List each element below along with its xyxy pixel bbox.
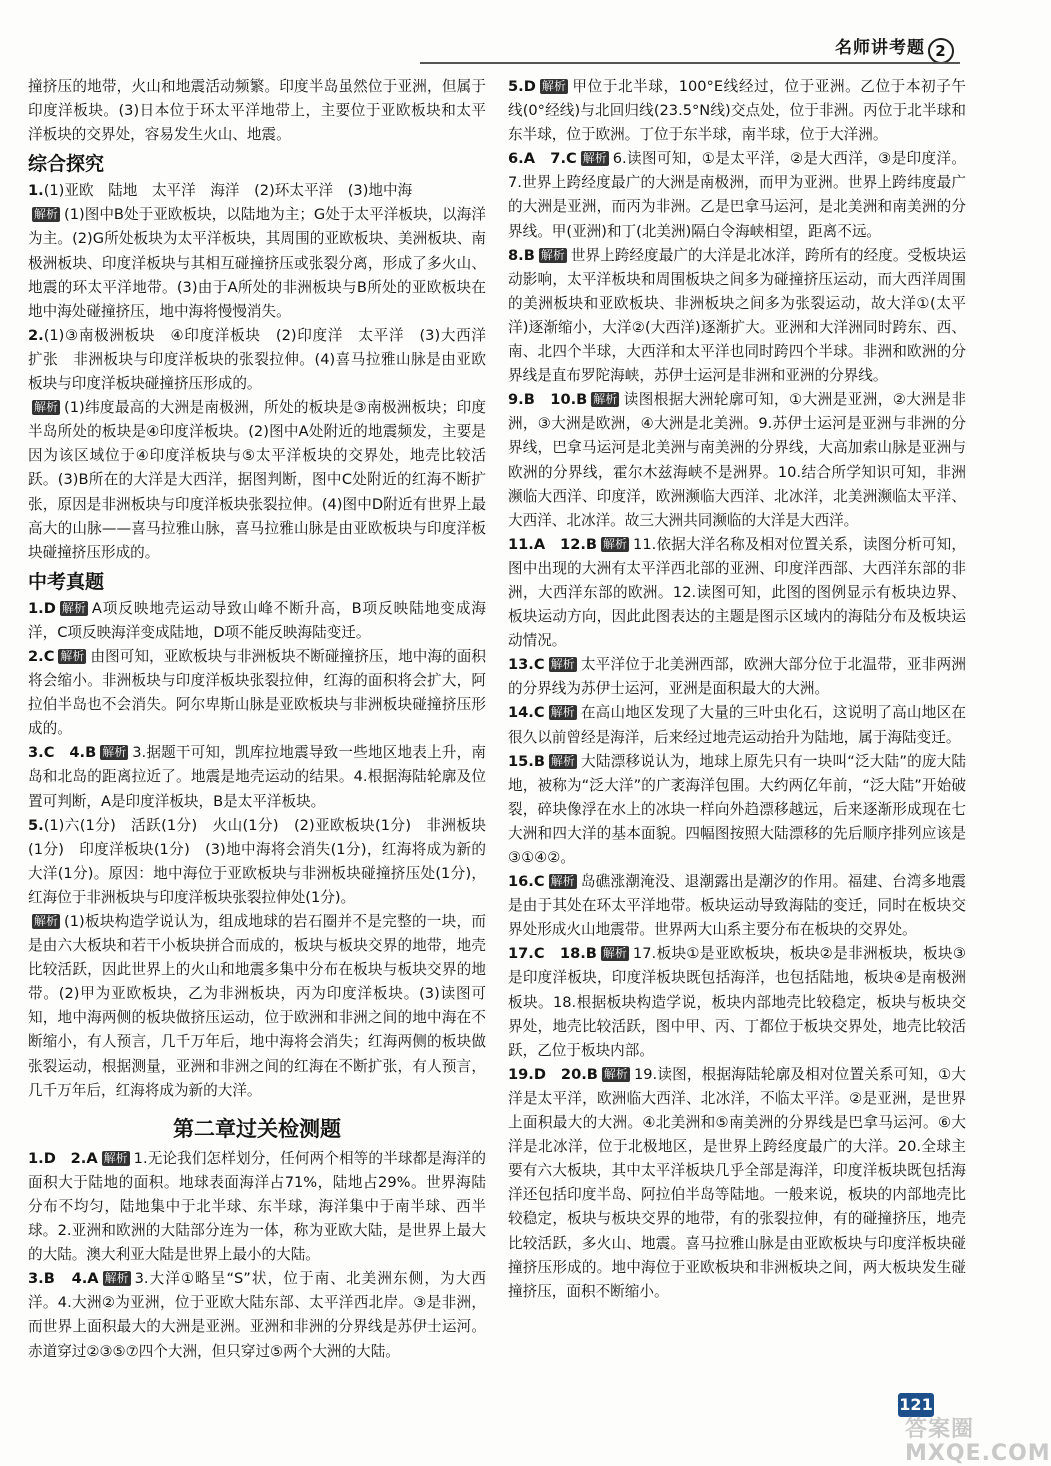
analysis-tag: 解析 xyxy=(34,207,59,222)
item-number: 8.B xyxy=(508,246,535,264)
item-number: 11.A 12.B xyxy=(508,535,598,553)
carryover-paragraph: 撞挤压的地带，火山和地震活动频繁。印度半岛虽然位于亚洲，但属于印度洋板块。(3)日本位于环太平洋地带上，主要位于亚欧板块和太平洋板块的交界处，容易发生火山、地震。 xyxy=(28,78,486,144)
explanation-text: 由图可知，亚欧板块与非洲板块不断碰撞挤压，地中海的面积将会缩小。非洲板块与印度洋板块张裂拉伸，红海的面积将会扩大，阿拉伯半岛也不会消失。阿尔卑斯山脉是亚欧板块与非洲板块碰撞挤压形成的。 xyxy=(28,647,486,738)
analysis-tag: 解析 xyxy=(541,79,566,93)
explanation-text: 3.据题干可知，凯库拉地震导致一些地区地表上升，南岛和北岛的距离拉近了。地震是地壳运动的结果。4.根据海陆轮廓及位置可判断，A是印度洋板块，B是太平洋板块。 xyxy=(28,744,486,810)
answer-item xyxy=(28,1267,486,1363)
item-number: 1. xyxy=(28,182,44,200)
item-number: 1.D xyxy=(28,599,56,617)
item-number: 13.C xyxy=(508,656,545,674)
analysis-tag: 解析 xyxy=(603,536,628,551)
page-number: 121 xyxy=(898,1393,934,1417)
answer-item xyxy=(28,324,501,396)
analysis-tag: 解析 xyxy=(61,600,86,615)
explanation-text: (1)图中B处于亚欧板块，以陆地为主；G处于太平洋板块，以海洋为主。(2)G所处板块为太平洋板块，其周围的亚欧板块、美洲板块、南极洲板块、印度洋板块与其相互碰撞挤压或张裂分离，形成了多火山、地震的环太平洋地带。(3)由于A所处的非洲板块与B所处的亚欧板块在地中海处碰撞挤压，地中海将慢慢消失。 xyxy=(28,206,486,320)
analysis-tag: 解析 xyxy=(593,392,618,407)
explanation-text: (1)板块构造学说认为，组成地球的岩石圈并不是完整的一块，而是由六大板块和若干小板块拼合而成的，板块与板块交界的地带，地壳比较活跃，因此世界上的火山和地震多集中分布在板块与板块交界的地带。(2)甲为亚欧板块，乙为非洲板块，丙为印度洋板块。(3)读图可知，地中海两侧的板块做挤压运动，位于欧洲和非洲之间的地中海在不断缩小，有人预言，几千万年后，地中海将会消失；红海两侧的板块做张裂运动，根据测量，亚洲和非洲之间的红海在不断扩张，有人预言，几千万年后，红海将成为新的大洋。 xyxy=(28,913,486,1099)
analysis-tag: 解析 xyxy=(60,648,85,663)
item-number: 2. xyxy=(28,326,44,344)
explanation-text: 太平洋位于北美洲西部，欧洲大部分位于北温带，亚非两洲的分界线为苏伊士运河，亚洲是面积最大的大洲。 xyxy=(508,656,966,698)
item-number: 1.D 2.A xyxy=(28,1149,98,1167)
answer-item xyxy=(508,701,966,749)
answer-item xyxy=(508,75,966,147)
answer-text: (1)③南极洲板块 ④印度洋板块 (2)印度洋 太平洋 (3)大西洋 扩张 非洲板块与印度洋板块的张裂拉伸。(4)喜马拉雅山脉是由亚欧板块与印度洋板块碰撞挤压形成的。 xyxy=(28,326,501,393)
item-number: 3.C 4.B xyxy=(28,744,97,762)
answer-item xyxy=(28,1147,486,1267)
section-title-comprehensive: 综合探究 xyxy=(28,153,105,176)
analysis-tag: 解析 xyxy=(104,1271,129,1286)
answer-text: (1)六(1分) 活跃(1分) 火山(1分) (2)亚欧板块(1分) 非洲板块(1分) 印度洋板块(1分) (3)地中海将会消失(1分)，红海将成为新的大洋(1分)。原因：地中海位于亚欧板块与非洲板块碰撞挤压处(1分)，红海位于非洲板块与印度洋板块张裂拉伸处(1分)。 xyxy=(28,816,486,906)
analysis-tag: 解析 xyxy=(540,247,565,262)
item-number: 16.C xyxy=(508,873,545,891)
explanation-text: 6.读图可知，①是太平洋，②是大西洋，③是印度洋。7.世界上跨经度最广的大洲是南极洲，而甲为亚洲。世界上跨纬度最广的大洲是亚洲，而丙为非洲。乙是巴拿马运河，是北美洲和南美洲的分界线。甲(亚洲)和丁(北美洲)隔白令海峡相望，距离不远。 xyxy=(508,150,966,240)
header-rule xyxy=(420,62,960,64)
item-number: 17.C 18.B xyxy=(508,945,597,963)
explanation-item xyxy=(28,910,486,1103)
item-number: 5. xyxy=(28,816,44,834)
item-number: 19.D 20.B xyxy=(508,1065,598,1083)
explanation-item xyxy=(28,396,486,565)
analysis-tag: 解析 xyxy=(550,874,575,889)
answer-item xyxy=(28,741,486,813)
explanation-text: (1)纬度最高的大洲是南极洲，所处的板块是③南极洲板块；印度半岛所处的板块是④印度洋板块。(2)图中A处附近的地震频发，主要是因为该区域位于④印度洋板块与⑤太平洋板块的交界处，地壳比较活跃。(3)B所在的大洋是大西洋，据图判断，图中C处附近的红海不断扩张，原因是非洲板块与印度洋板块张裂拉伸。(4)图中D附近有世界上最高大的山脉——喜马拉雅山脉，喜马拉雅山脉是由亚欧板块与印度洋板块碰撞挤压形成的。 xyxy=(28,399,486,561)
analysis-tag: 解析 xyxy=(103,1150,128,1165)
explanation-text: 19.读图，根据海陆轮廓及相对位置关系可知，①大洋是太平洋，欧洲临大西洋、北冰洋，不临太平洋。②是亚洲，是世界上面积最大的大洲。④北美洲和⑤南美洲的分界线是巴拿马运河。⑥大洋是北冰洋，位于北极地区，是世界上跨经度最广的大洋。20.全球主要有六大板块，其中太平洋板块几乎全部是海洋，印度洋板块既包括海洋还包括印度半岛、阿拉伯半岛等陆地。一般来说，板块的内部地壳比较稳定，板块与板块交界的地带，有的张裂拉伸，有的碰撞挤压，地壳比较活跃，多火山、地震。喜马拉雅山脉是由亚欧板块与印度洋板块碰撞挤压形成的。地中海位于亚欧板块和非洲板块之间，两大板块发生碰撞挤压，面积不断缩小。 xyxy=(508,1065,967,1300)
answer-item xyxy=(28,597,486,645)
answer-item xyxy=(28,645,486,741)
explanation-text: 大陆漂移说认为，地球上原先只有一块叫“泛大陆”的庞大陆地，被称为“泛大洋”的广袤海洋包围。大约两亿年前，“泛大陆”开始破裂，碎块像浮在水上的冰块一样向外趋漂移越远，后来逐渐形成现在七大洲和四大洋的基本面貌。四幅图按照大陆漂移的先后顺序排列应该是③①④②。 xyxy=(508,752,966,866)
chapter-title: 第二章过关检测题 xyxy=(173,1116,341,1141)
item-number: 15.B xyxy=(508,752,545,770)
header-title xyxy=(835,36,954,64)
answer-item xyxy=(508,244,966,389)
answer-item xyxy=(28,814,486,910)
series-logo-icon: 2 xyxy=(928,38,954,64)
analysis-tag: 解析 xyxy=(102,745,127,760)
section-title-exam: 中考真题 xyxy=(28,570,105,593)
answer-item xyxy=(508,942,966,1062)
item-number: 5.D xyxy=(508,78,536,95)
analysis-tag: 解析 xyxy=(34,914,59,928)
explanation-text: 1.无论我们怎样划分，任何两个相等的半球都是海洋的面积大于陆地的面积。地球表面海洋占71%，陆地占29%。世界海陆分布不均匀，陆地集中于北半球、东半球，海洋集中于南半球、西半球。2.亚洲和欧洲的大陆部分连为一体，称为亚欧大陆，是世界上最大的大陆。澳大利亚大陆是世界上最小的大陆。 xyxy=(28,1149,486,1264)
header-title-text: 名师讲考题 xyxy=(835,38,925,58)
answer-item xyxy=(508,147,966,243)
explanation-text: 在高山地区发现了大量的三叶虫化石，这说明了高山地区在很久以前曾经是海洋，后来经过地壳运动抬升为陆地，属于海陆变迁。 xyxy=(508,704,966,746)
explanation-item xyxy=(28,203,486,323)
answer-item xyxy=(508,653,966,701)
item-number: 3.B 4.A xyxy=(28,1270,99,1288)
answer-item xyxy=(508,1063,966,1304)
analysis-tag: 解析 xyxy=(602,946,627,961)
left-column xyxy=(28,75,501,1364)
analysis-tag: 解析 xyxy=(550,753,575,768)
item-number: 6.A 7.C xyxy=(508,150,577,168)
explanation-text: 读图根据大洲轮廓可知，①大洲是亚洲，②大洲是非洲，③大洲是欧洲，④大洲是北美洲。9.苏伊士运河是亚洲与非洲的分界线，巴拿马运河是北美洲与南美洲的分界线，大高加索山脉是亚洲与欧洲的分界线，霍尔木兹海峡不是洲界。10.结合所学知识可知，非洲濒临大西洋、印度洋，欧洲濒临大西洋、北冰洋，北美洲濒临太平洋、大西洋、北冰洋。故三大洲共同濒临的大洋是大西洋。 xyxy=(508,391,966,529)
analysis-tag: 解析 xyxy=(550,705,575,720)
analysis-tag: 解析 xyxy=(603,1066,628,1081)
watermark-logo: 答案圈 MXQE.COM xyxy=(905,1417,1051,1466)
explanation-text: 岛礁涨潮淹没、退潮露出是潮汐的作用。福建、台湾多地震是由于其处在环太平洋地带。板块运动导致海陆的变迁，同时在板块交界处形成火山地震带。世界两大山系主要分布在板块的交界处。 xyxy=(508,873,966,939)
answer-item xyxy=(508,750,966,870)
analysis-tag: 解析 xyxy=(582,151,607,166)
answer-item xyxy=(508,388,966,533)
analysis-tag: 解析 xyxy=(34,400,59,415)
explanation-text: 11.依据大洋名称及相对位置关系，读图分析可知，图中出现的大洲有太平洋西北部的亚洲、印度洋西部、大西洋东部的非洲，大西洋东部的欧洲。12.读图可知，此图的图例显示有板块边界、板块运动方向，因此此图表达的主题是图示区域内的海陆分布及板块运动情况。 xyxy=(508,535,966,650)
answer-text: (1)亚欧 陆地 太平洋 海洋 (2)环太平洋 (3)地中海 xyxy=(43,182,413,200)
item-number: 9.B 10.B xyxy=(508,391,588,409)
analysis-tag: 解析 xyxy=(550,657,575,672)
answer-item xyxy=(508,870,966,942)
item-number: 2.C xyxy=(28,647,55,665)
explanation-text: 甲位于北半球，100°E线经过，位于亚洲。乙位于本初子午线(0°经线)与北回归线(23.5°N线)交点处，位于非洲。丙位于北半球和东半球，位于欧洲。丁位于东半球，南半球，位于大洋洲。 xyxy=(508,78,966,144)
answer-item xyxy=(508,533,966,653)
right-column xyxy=(508,75,966,1304)
item-number: 14.C xyxy=(508,704,545,722)
explanation-text: 世界上跨经度最广的大洋是北冰洋，跨所有的经度。受板块运动影响，太平洋板块和周围板块之间多为碰撞挤压运动，而大西洋周围的美洲板块和亚欧板块、非洲板块之间多为张裂运动，故大洋①(太平洋)逐渐缩小，大洋②(大西洋)逐渐扩大。亚洲和大洋洲同时跨东、西、南、北四个半球，大西洋和太平洋也同时跨四个半球。非洲和欧洲的分界线是直布罗陀海峡，苏伊士运河是非洲和亚洲的分界线。 xyxy=(508,246,966,385)
explanation-text: A项反映地壳运动导致山峰不断升高，B项反映陆地变成海洋，C项反映海洋变成陆地，D项不能反映海陆变迁。 xyxy=(28,599,486,641)
explanation-text: 17.板块①是亚欧板块，板块②是非洲板块，板块③是印度洋板块，印度洋板块既包括海洋，也包括陆地，板块④是南极洲板块。18.根据板块构造学说，板块内部地壳比较稳定，板块与板块交界处，地壳比较活跃，图中甲、丙、丁都位于板块交界处，地壳比较活跃，乙位于板块内部。 xyxy=(508,945,966,1059)
explanation-text: 3.大洋①略呈“S”状，位于南、北美洲东侧，为大西洋。4.大洲②为亚洲，位于亚欧大陆东部、太平洋西北岸。③是非洲，而世界上面积最大的大洲是亚洲。亚洲和非洲的分界线是苏伊士运河。赤道穿过②③⑤⑦四个大洲，但只穿过⑤两个大洲的大陆。 xyxy=(28,1270,486,1360)
answer-item xyxy=(28,179,486,203)
